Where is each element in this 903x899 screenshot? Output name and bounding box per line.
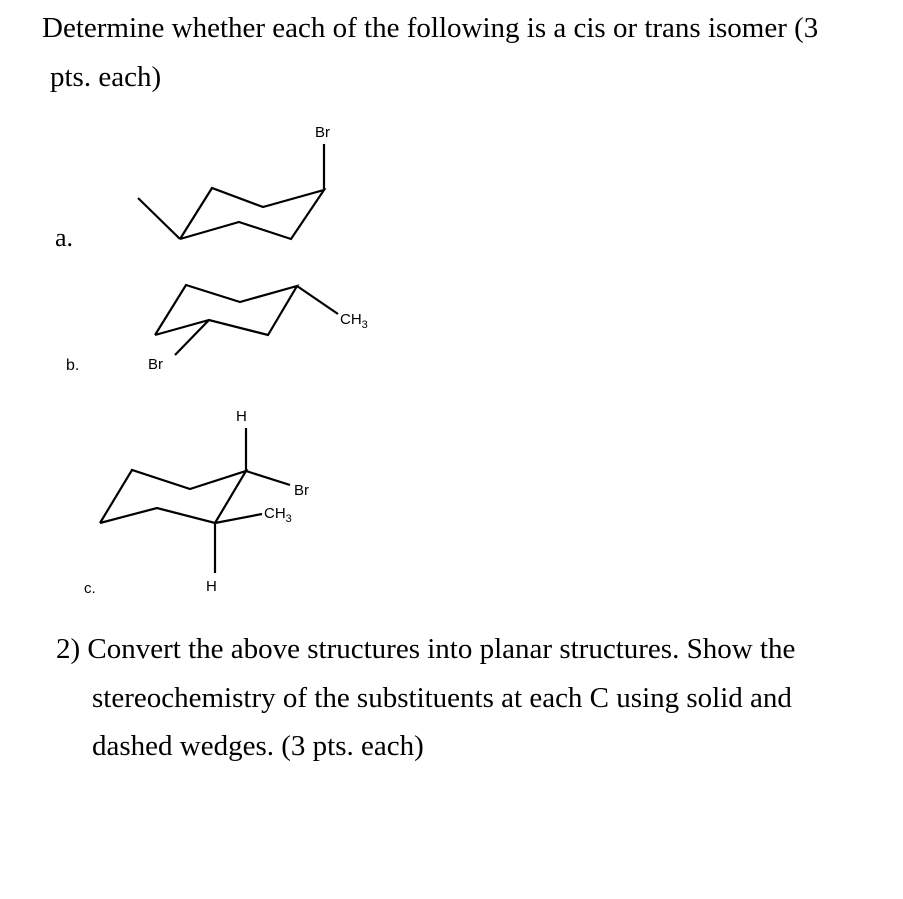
part-a-label: a. [55, 223, 74, 252]
structure-a-br-label: Br [315, 124, 330, 141]
structure-a-ring [180, 188, 324, 239]
question2-line1: 2) Convert the above structures into planar structures. Show the [56, 633, 796, 665]
structure-b [148, 285, 368, 373]
part-c-label: c. [84, 580, 96, 597]
structure-a-methyl-bond [138, 198, 180, 239]
structure-a [138, 124, 330, 239]
question2-line3: dashed wedges. (3 pts. each) [92, 730, 424, 762]
part-b-label: b. [66, 357, 80, 374]
structure-b-br-label: Br [148, 356, 163, 373]
question1-line2: pts. each) [50, 61, 162, 93]
structure-b-methyl-bond [297, 286, 338, 314]
structure-b-ring [155, 285, 297, 335]
question2-line2: stereochemistry of the substituents at each C using solid and [92, 682, 792, 714]
structure-c-ring [100, 470, 246, 523]
question1-line1: Determine whether each of the following is a cis or trans isomer (3 [42, 12, 819, 44]
structure-b-ch3-label: $CH_3$ [340, 311, 368, 331]
structure-c-bottom-h-label: H [206, 578, 217, 595]
structure-c-br-label: Br [294, 482, 309, 499]
structure-c-top-h-label: H [236, 408, 247, 425]
structure-c-ch3-label: $CH_3$ [264, 505, 292, 525]
structure-c-br-bond [246, 471, 290, 485]
structure-c [100, 408, 309, 595]
structure-c-methyl-bond [215, 514, 262, 523]
